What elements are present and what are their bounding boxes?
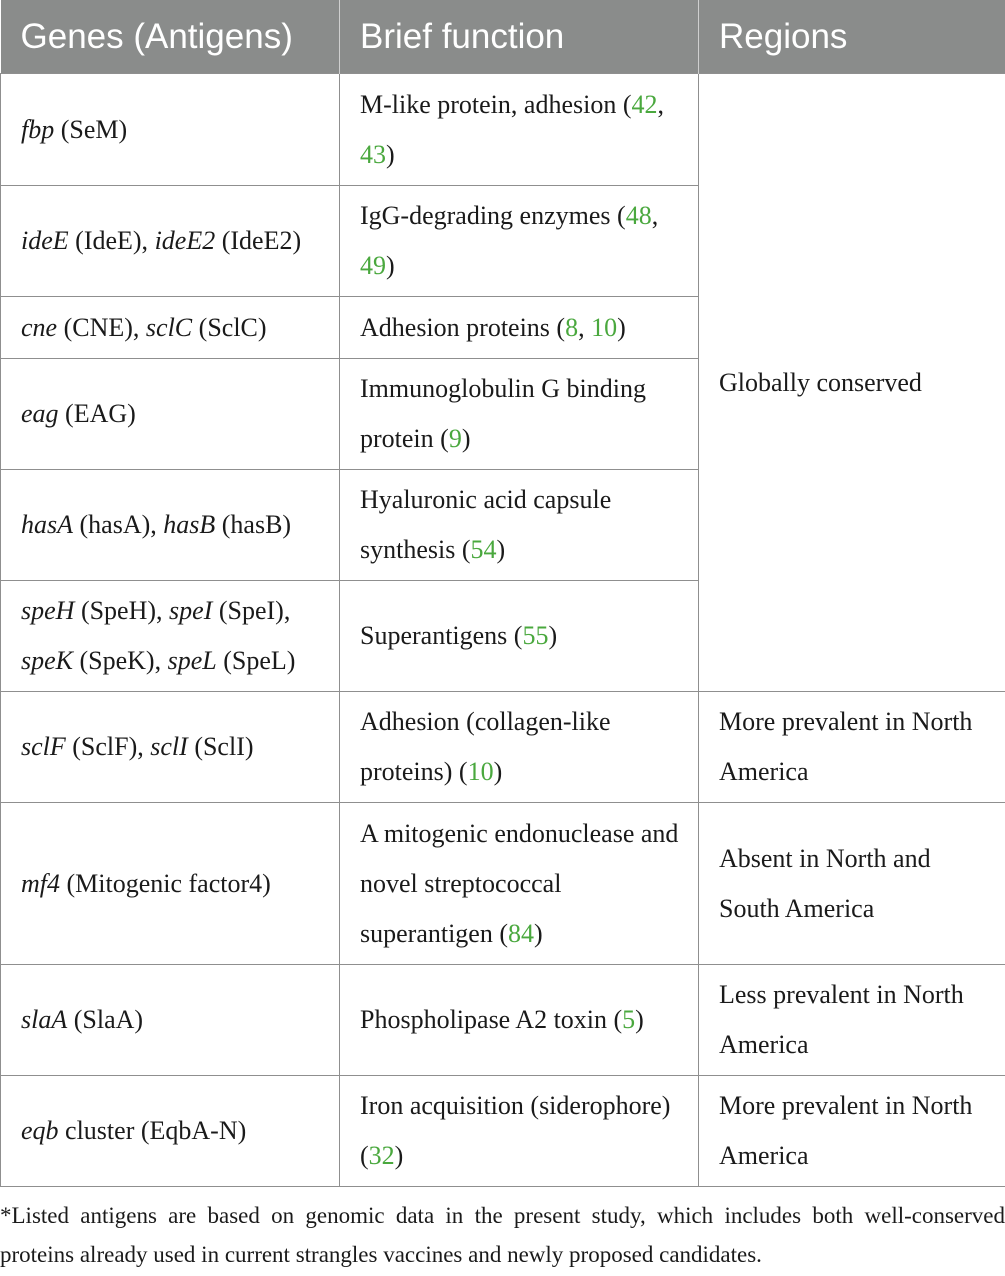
gene-cell bbox=[1, 74, 340, 186]
reference-link[interactable]: 54 bbox=[470, 535, 497, 564]
gene-cell bbox=[1, 965, 340, 1076]
cell-text: (IdeE2) bbox=[215, 226, 302, 255]
gene-cell bbox=[1, 692, 340, 803]
gene-name: eag bbox=[21, 399, 59, 428]
reference-link[interactable]: 32 bbox=[368, 1141, 395, 1170]
cell-text: (SpeL) bbox=[216, 646, 296, 675]
cell-text: , bbox=[578, 312, 592, 342]
gene-name: eqb bbox=[21, 1116, 59, 1145]
cell-text: ) bbox=[394, 1141, 404, 1170]
cell-text: Superantigens ( bbox=[360, 621, 523, 650]
reference-link[interactable]: 49 bbox=[360, 251, 386, 280]
function-cell bbox=[340, 692, 699, 803]
table-body bbox=[1, 74, 1005, 1187]
header-function: Brief function bbox=[340, 0, 699, 74]
gene-name: speI bbox=[169, 596, 213, 625]
gene-name: ideE bbox=[21, 226, 69, 255]
cell-text: ) bbox=[461, 424, 471, 453]
reference-link[interactable]: 43 bbox=[360, 139, 386, 169]
gene-cell bbox=[1, 1076, 340, 1187]
reference-link[interactable]: 55 bbox=[522, 621, 549, 650]
cell-text: Hyaluronic acid capsule synthesis ( bbox=[360, 485, 612, 564]
cell-text: Adhesion (collagen-like proteins) ( bbox=[360, 707, 611, 786]
cell-text: ) bbox=[534, 918, 543, 948]
function-cell bbox=[340, 1076, 699, 1187]
function-cell bbox=[340, 470, 699, 581]
cell-text: ) bbox=[548, 621, 558, 650]
table-row bbox=[1, 74, 1005, 186]
cell-text: ) bbox=[493, 757, 503, 786]
cell-text: ) bbox=[386, 251, 395, 280]
gene-name: speK bbox=[21, 646, 73, 675]
table-row bbox=[1, 692, 1005, 803]
reference-link[interactable]: 10 bbox=[591, 312, 618, 342]
cell-text: (SclI) bbox=[187, 732, 254, 761]
reference-link[interactable]: 8 bbox=[565, 312, 579, 342]
gene-name: sclF bbox=[21, 732, 66, 761]
cell-text: A mitogenic endonuclease and novel streptococcal superantigen ( bbox=[360, 818, 679, 948]
cell-text: (IdeE), bbox=[68, 226, 155, 255]
gene-cell bbox=[1, 581, 340, 692]
reference-link[interactable]: 48 bbox=[625, 201, 652, 230]
gene-cell bbox=[1, 186, 340, 297]
gene-cell bbox=[1, 470, 340, 581]
table-row bbox=[1, 965, 1005, 1076]
cell-text: , bbox=[651, 201, 659, 230]
cell-text: (EAG) bbox=[58, 399, 136, 428]
function-cell bbox=[340, 74, 699, 186]
reference-link[interactable]: 9 bbox=[448, 424, 462, 453]
table-row bbox=[1, 803, 1005, 965]
cell-text: (hasB) bbox=[215, 510, 292, 539]
reference-link[interactable]: 10 bbox=[467, 757, 494, 786]
cell-text: (SpeI), bbox=[212, 596, 291, 625]
cell-text: Immunoglobulin G binding protein ( bbox=[360, 374, 646, 453]
gene-name: fbp bbox=[21, 114, 55, 144]
cell-text: ) bbox=[496, 535, 506, 564]
cell-text: (hasA), bbox=[73, 510, 164, 539]
function-cell bbox=[340, 359, 699, 470]
region-cell: Globally conserved bbox=[699, 74, 1005, 692]
cell-text: , bbox=[657, 89, 664, 119]
reference-link[interactable]: 5 bbox=[622, 1005, 636, 1034]
header-regions: Regions bbox=[699, 0, 1005, 74]
cell-text: Adhesion proteins ( bbox=[360, 312, 566, 342]
cell-text: Phospholipase A2 toxin ( bbox=[360, 1005, 623, 1034]
gene-cell bbox=[1, 297, 340, 359]
gene-name: hasB bbox=[163, 510, 216, 539]
header-genes: Genes (Antigens) bbox=[1, 0, 340, 74]
cell-text: (SeM) bbox=[54, 114, 128, 144]
gene-name: ideE2 bbox=[154, 226, 216, 255]
cell-text: ) bbox=[617, 312, 626, 342]
gene-cell bbox=[1, 803, 340, 965]
cell-text: M-like protein, adhesion ( bbox=[360, 89, 632, 119]
region-cell: More prevalent in North America bbox=[699, 1076, 1005, 1187]
function-cell bbox=[340, 297, 699, 359]
region-cell: More prevalent in North America bbox=[699, 692, 1005, 803]
table-footnote: *Listed antigens are based on genomic data in the present study, which includes both well-conserved proteins already used in current strangles vaccines and newly proposed candidates. bbox=[0, 1203, 1005, 1267]
function-cell bbox=[340, 803, 699, 965]
function-cell bbox=[340, 581, 699, 692]
cell-text: cluster (EqbA-N) bbox=[58, 1116, 247, 1145]
cell-text: (CNE), bbox=[57, 312, 146, 342]
gene-name: cne bbox=[21, 312, 58, 342]
gene-name: mf4 bbox=[21, 868, 60, 898]
gene-name: slaA bbox=[21, 1005, 68, 1034]
cell-text: (SpeK), bbox=[73, 646, 168, 675]
cell-text: (Mitogenic factor4) bbox=[60, 868, 271, 898]
region-cell: Less prevalent in North America bbox=[699, 965, 1005, 1076]
cell-text: IgG-degrading enzymes ( bbox=[360, 201, 626, 230]
cell-text: (SpeH), bbox=[74, 596, 170, 625]
reference-link[interactable]: 84 bbox=[508, 918, 535, 948]
function-cell bbox=[340, 965, 699, 1076]
table-header-row bbox=[1, 0, 1005, 74]
function-cell bbox=[340, 186, 699, 297]
cell-text: (SclC) bbox=[192, 312, 267, 342]
gene-name: hasA bbox=[21, 510, 73, 539]
cell-text: (SlaA) bbox=[67, 1005, 144, 1034]
gene-name: sclI bbox=[150, 732, 188, 761]
table-row bbox=[1, 1076, 1005, 1187]
region-cell: Absent in North and South America bbox=[699, 803, 1005, 965]
cell-text: ) bbox=[635, 1005, 644, 1034]
gene-name: speH bbox=[21, 596, 75, 625]
cell-text: Iron acquisition (siderophore) ( bbox=[360, 1091, 671, 1170]
gene-name: speL bbox=[167, 646, 217, 675]
cell-text: ) bbox=[386, 139, 395, 169]
reference-link[interactable]: 42 bbox=[631, 89, 658, 119]
gene-name: sclC bbox=[145, 312, 193, 342]
cell-text: (SclF), bbox=[65, 732, 151, 761]
gene-cell bbox=[1, 359, 340, 470]
